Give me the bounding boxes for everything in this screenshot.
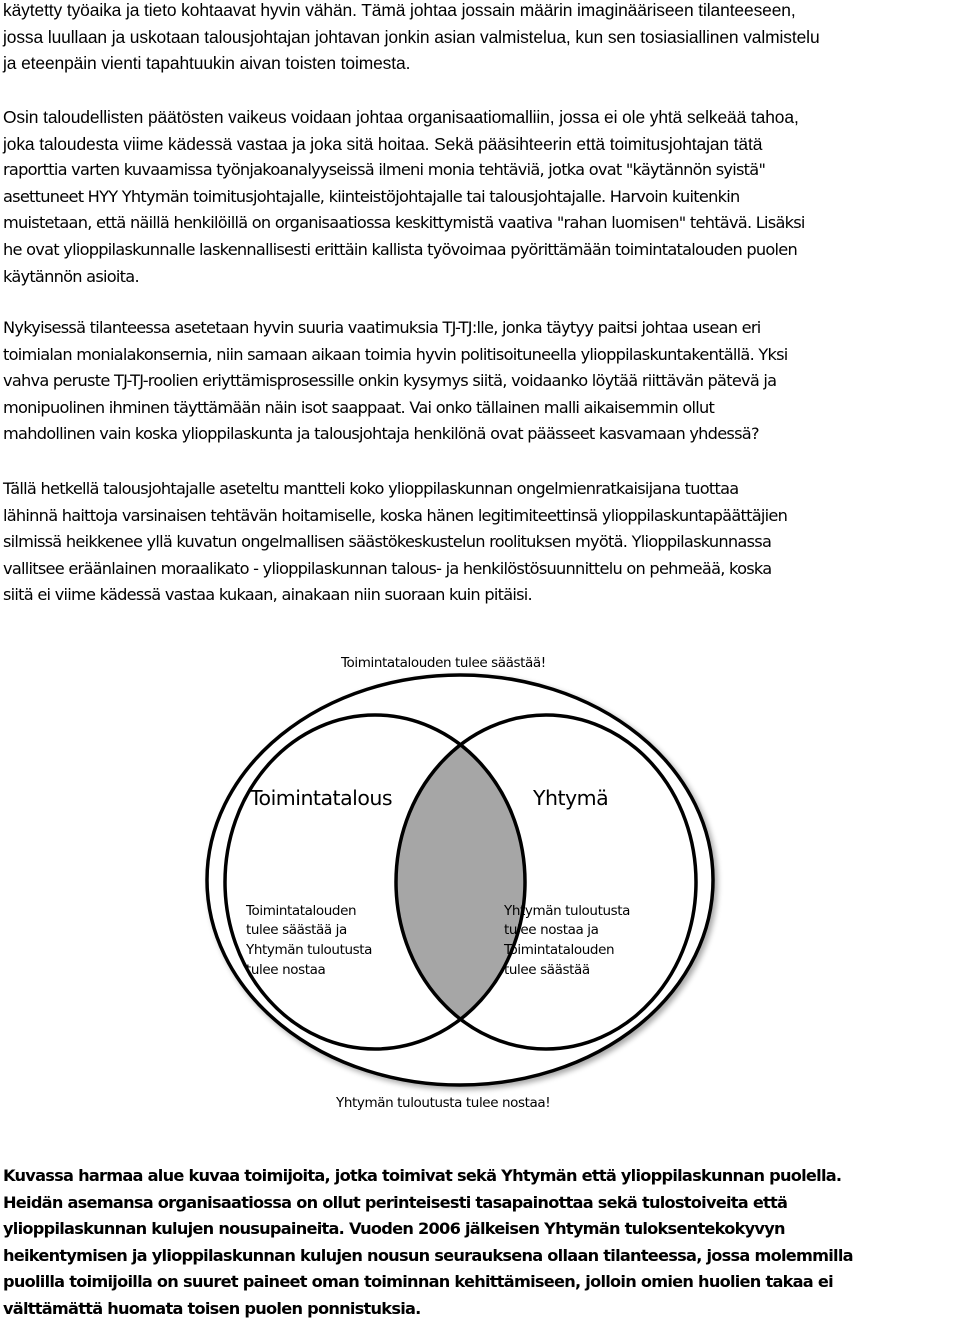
right-circle-title: Yhtymä [533, 786, 609, 810]
text-line: käytännön asioita. [3, 266, 139, 286]
text-line: ja eteenpäin vienti tapahtuukin aivan toisten toimesta. [3, 53, 411, 74]
text-line: mahdollinen vain koska ylioppilaskunta ja talousjohtaja henkilönä ovat päässeet kasvamaan yhdessä? [3, 424, 759, 444]
caption-line: heikentymisen ja ylioppilaskunnan kulujen nousun seurauksena ollaan tilanteessa, jossa molemmilla [3, 1245, 853, 1265]
right-body-line: Toimintatalouden [504, 942, 615, 958]
text-line: raporttia varten kuvaamissa työnjakoanalyyseissä ilmeni monia tehtäviä, jotka ovat "käytännön syistä" [3, 160, 766, 180]
text-line: monipuolinen ihminen täyttämään näin isot saappaat. Vai onko tällainen malli aikaisemmin ollut [3, 397, 715, 417]
text-line: käytetty työaika ja tieto kohtaavat hyvin vähän. Tämä johtaa jossain määrin imaginääriseen tilanteeseen, [3, 0, 796, 20]
left-body-line: tulee nostaa [246, 962, 326, 978]
paragraph-2 [3, 104, 958, 290]
text-line: toimialan monialakonsernia, niin samaan aikaan toimia hyvin politisoituneella ylioppilaskuntakentällä. Yksi [3, 344, 788, 364]
paragraph-1 [3, 0, 958, 77]
text-line: he ovat ylioppilaskunnalle laskennallisesti erittäin kallista työvoimaa pyörittämään toimintatalouden puolen [3, 239, 798, 259]
caption-line: Heidän asemansa organisaatiossa on ollut perinteisesti tasapainottaa sekä tulostoiveita että [3, 1192, 788, 1212]
figure-caption [3, 1163, 958, 1323]
paragraph-4 [3, 476, 958, 609]
bottom-label: Yhtymän tuloutusta tulee nostaa! [336, 1095, 551, 1111]
right-body-line: tulee nostaa ja [504, 922, 599, 938]
text-line: vahva peruste TJ-TJ-roolien eriyttämisprosessille onkin kysymys siitä, voidaanko löytää riittävän pätevä ja [3, 371, 777, 391]
text-line: joka taloudesta viime kädessä vastaa ja joka sitä hoitaa. Sekä pääsihteerin että toimitusjohtajan tätä [3, 133, 763, 154]
caption-line: Kuvassa harmaa alue kuvaa toimijoita, jotka toimivat sekä Yhtymän että ylioppilaskunnan puolella. [3, 1166, 842, 1185]
diagram-svg [200, 645, 770, 1115]
caption-line: puolilla toimijoilla on suuret paineet oman toiminnan kehittämiseen, jolloin omien huolien takaa ei [3, 1272, 833, 1292]
text-line: Nykyisessä tilanteessa asetetaan hyvin suuria vaatimuksia TJ-TJ:lle, jonka täytyy paitsi johtaa usean eri [3, 318, 761, 337]
text-line: jossa luullaan ja uskotaan talousjohtajan johtavan jonkin asian valmistelua, kun sen tosiasiallinen valmistelu [3, 26, 820, 47]
text-line: siitä ei viime kädessä vastaa kukaan, ainakaan niin suoraan kuin pitäisi. [3, 585, 532, 605]
left-body-line: Yhtymän tuloutusta [246, 942, 373, 958]
text-line: silmissä heikkenee yllä kuvatun ongelmallisen säästökeskustelun roolituksen myötä. Ylioppilaskunnassa [3, 532, 772, 552]
text-line: Tällä hetkellä talousjohtajalle aseteltu mantteli koko ylioppilaskunnan ongelmienratkaisijana tuottaa [3, 479, 739, 498]
right-body-line: tulee säästää [504, 962, 590, 978]
left-circle-title: Toimintatalous [250, 786, 393, 810]
diagram-figure [200, 645, 770, 1115]
top-label: Toimintatalouden tulee säästää! [341, 655, 546, 671]
right-body-line: Yhtymän tuloutusta [504, 903, 631, 919]
left-body-line: Toimintatalouden [246, 903, 357, 919]
text-line: lähinnä haittoja varsinaisen tehtävän hoitamiselle, koska hänen legitimiteettinsä ylioppilaskuntapäättäjien [3, 505, 788, 525]
caption-line: ylioppilaskunnan kulujen nousupaineita. Vuoden 2006 jälkeisen Yhtymän tuloksentekokyvyn [3, 1219, 785, 1239]
text-line: Osin taloudellisten päätösten vaikeus voidaan johtaa organisaatiomalliin, jossa ei ole yhtä selkeää tahoa, [3, 107, 799, 127]
paragraph-3 [3, 315, 958, 448]
left-body-line: tulee säästää ja [246, 922, 347, 938]
text-line: vallitsee eräänlainen moraalikato - ylioppilaskunnan talous- ja henkilöstösuunnittelu on pehmeää, koska [3, 558, 772, 578]
text-line: asettuneet HYY Yhtymän toimitusjohtajalle, kiinteistöjohtajalle tai talousjohtajalle. Harvoin kuitenkin [3, 186, 740, 206]
text-line: muistetaan, että näillä henkilöillä on organisaatiossa keskittymistä vaativa "rahan luomisen" tehtävä. Lisäksi [3, 213, 805, 233]
caption-line: välttämättä huomata toisen puolen ponnistuksia. [3, 1298, 421, 1318]
